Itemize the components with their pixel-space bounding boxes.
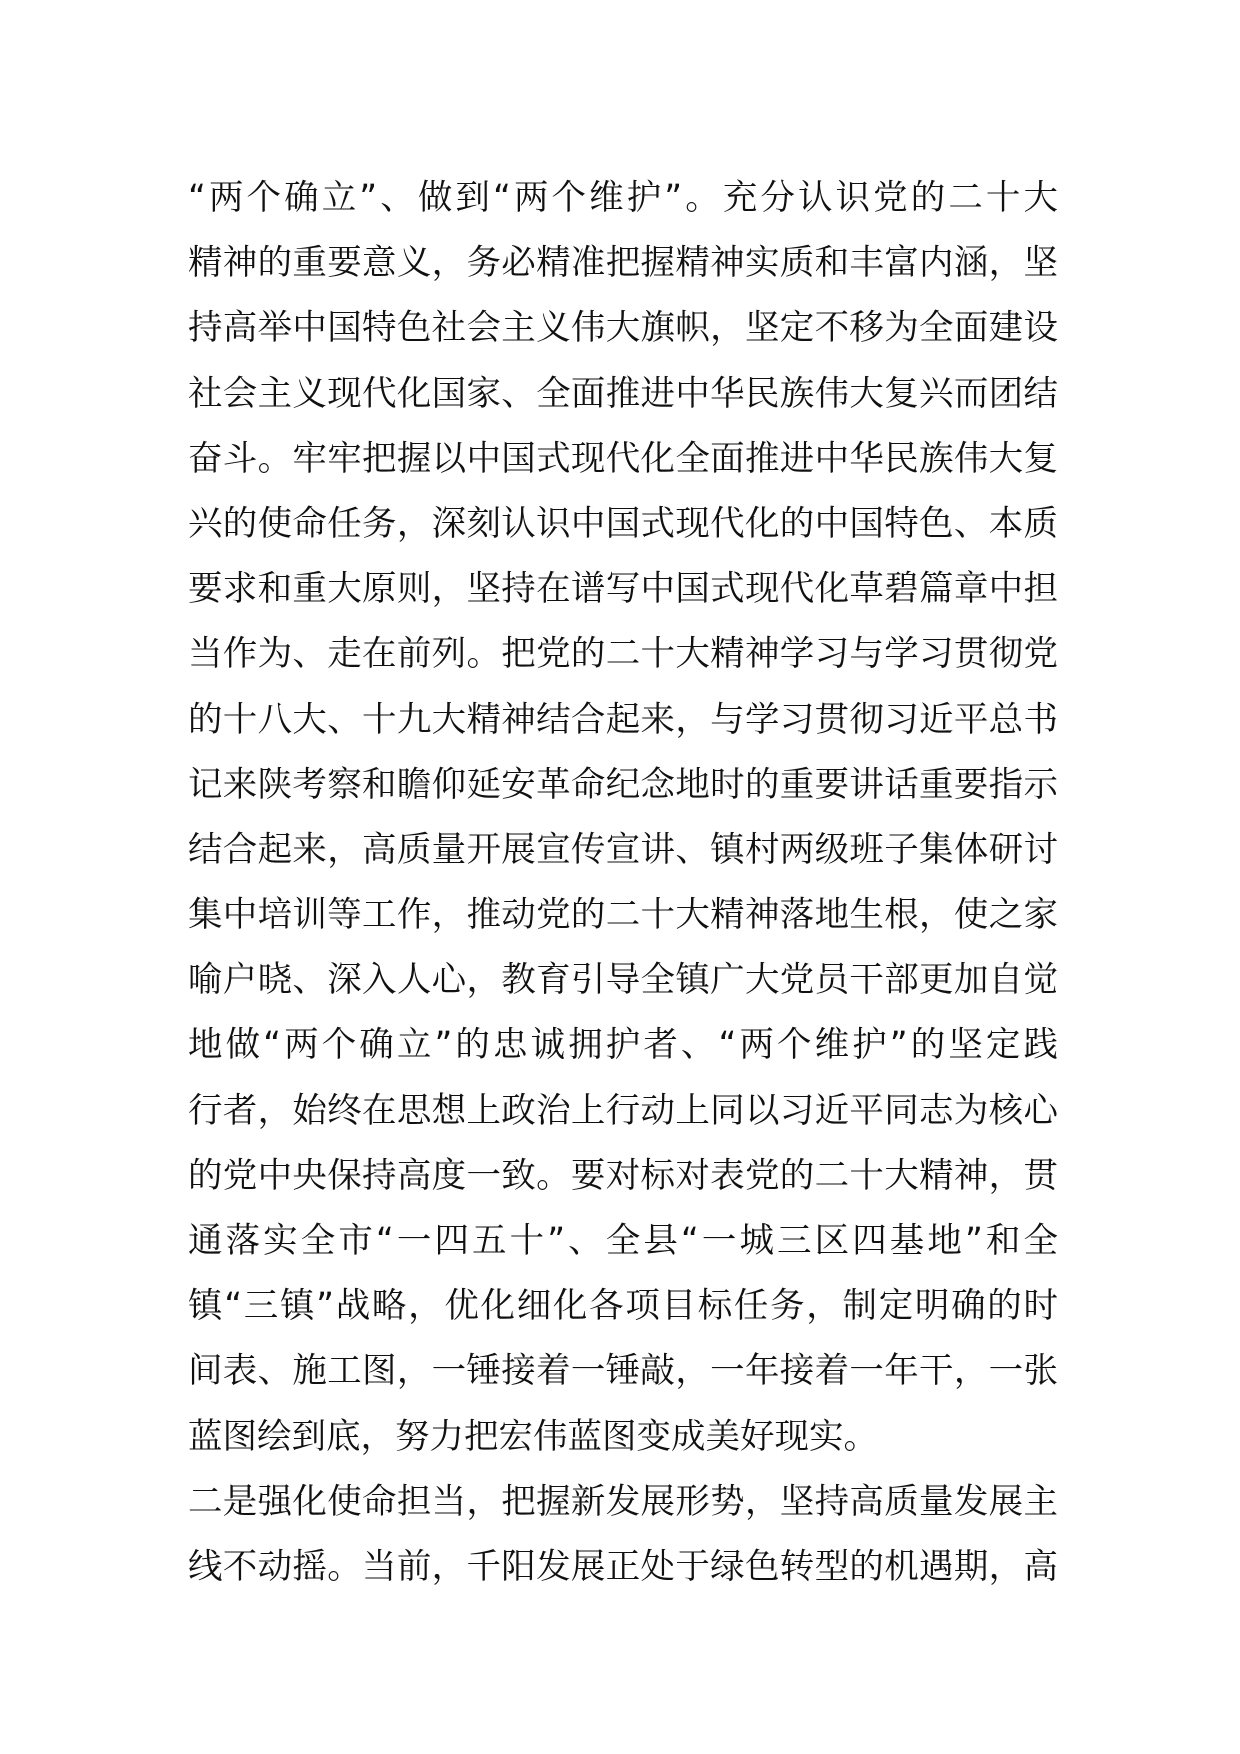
text-line: 蓝图绘到底，努力把宏伟蓝图变成美好现实。 bbox=[188, 1416, 878, 1457]
text-line: 地做“两个确立”的忠诚拥护者、“两个维护”的坚定践 bbox=[188, 1025, 1058, 1066]
text-line: 记来陕考察和瞻仰延安革命纪念地时的重要讲话重要指示 bbox=[188, 764, 1058, 805]
text-line: 结合起来，高质量开展宣传宣讲、镇村两级班子集体研讨 bbox=[188, 829, 1058, 870]
text-line: 持高举中国特色社会主义伟大旗帜，坚定不移为全面建设 bbox=[188, 308, 1058, 349]
text-line: 二是强化使命担当，把握新发展形势，坚持高质量发展主 bbox=[188, 1481, 1058, 1522]
text-line: 集中培训等工作，推动党的二十大精神落地生根，使之家 bbox=[188, 895, 1058, 936]
text-line: 间表、施工图，一锤接着一锤敲，一年接着一年干，一张 bbox=[188, 1351, 1058, 1392]
text-line: 要求和重大原则，坚持在谱写中国式现代化草碧篇章中担 bbox=[188, 569, 1058, 610]
text-line: 社会主义现代化国家、全面推进中华民族伟大复兴而团结 bbox=[188, 373, 1058, 414]
text-line: 喻户晓、深入人心，教育引导全镇广大党员干部更加自觉 bbox=[188, 960, 1058, 1001]
text-line: 奋斗。牢牢把握以中国式现代化全面推进中华民族伟大复 bbox=[188, 438, 1058, 479]
document-body bbox=[188, 166, 1058, 1600]
text-line: 镇“三镇”战略，优化细化各项目标任务，制定明确的时 bbox=[188, 1286, 1058, 1327]
text-line: “两个确立”、做到“两个维护”。充分认识党的二十大 bbox=[188, 178, 1058, 218]
paragraph-1 bbox=[188, 166, 1058, 1470]
text-line: 兴的使命任务，深刻认识中国式现代化的中国特色、本质 bbox=[188, 503, 1058, 544]
text-line: 的党中央保持高度一致。要对标对表党的二十大精神，贯 bbox=[188, 1155, 1058, 1196]
text-line: 的十八大、十九大精神结合起来，与学习贯彻习近平总书 bbox=[188, 699, 1058, 740]
text-line: 精神的重要意义，务必精准把握精神实质和丰富内涵，坚 bbox=[188, 243, 1058, 284]
text-line: 当作为、走在前列。把党的二十大精神学习与学习贯彻党 bbox=[188, 634, 1058, 675]
text-line: 通落实全市“一四五十”、全县“一城三区四基地”和全 bbox=[188, 1221, 1058, 1261]
text-line: 行者，始终在思想上政治上行动上同以习近平同志为核心 bbox=[188, 1090, 1058, 1131]
paragraph-2 bbox=[188, 1470, 1058, 1600]
text-line: 线不动摇。当前，千阳发展正处于绿色转型的机遇期，高 bbox=[188, 1546, 1058, 1587]
